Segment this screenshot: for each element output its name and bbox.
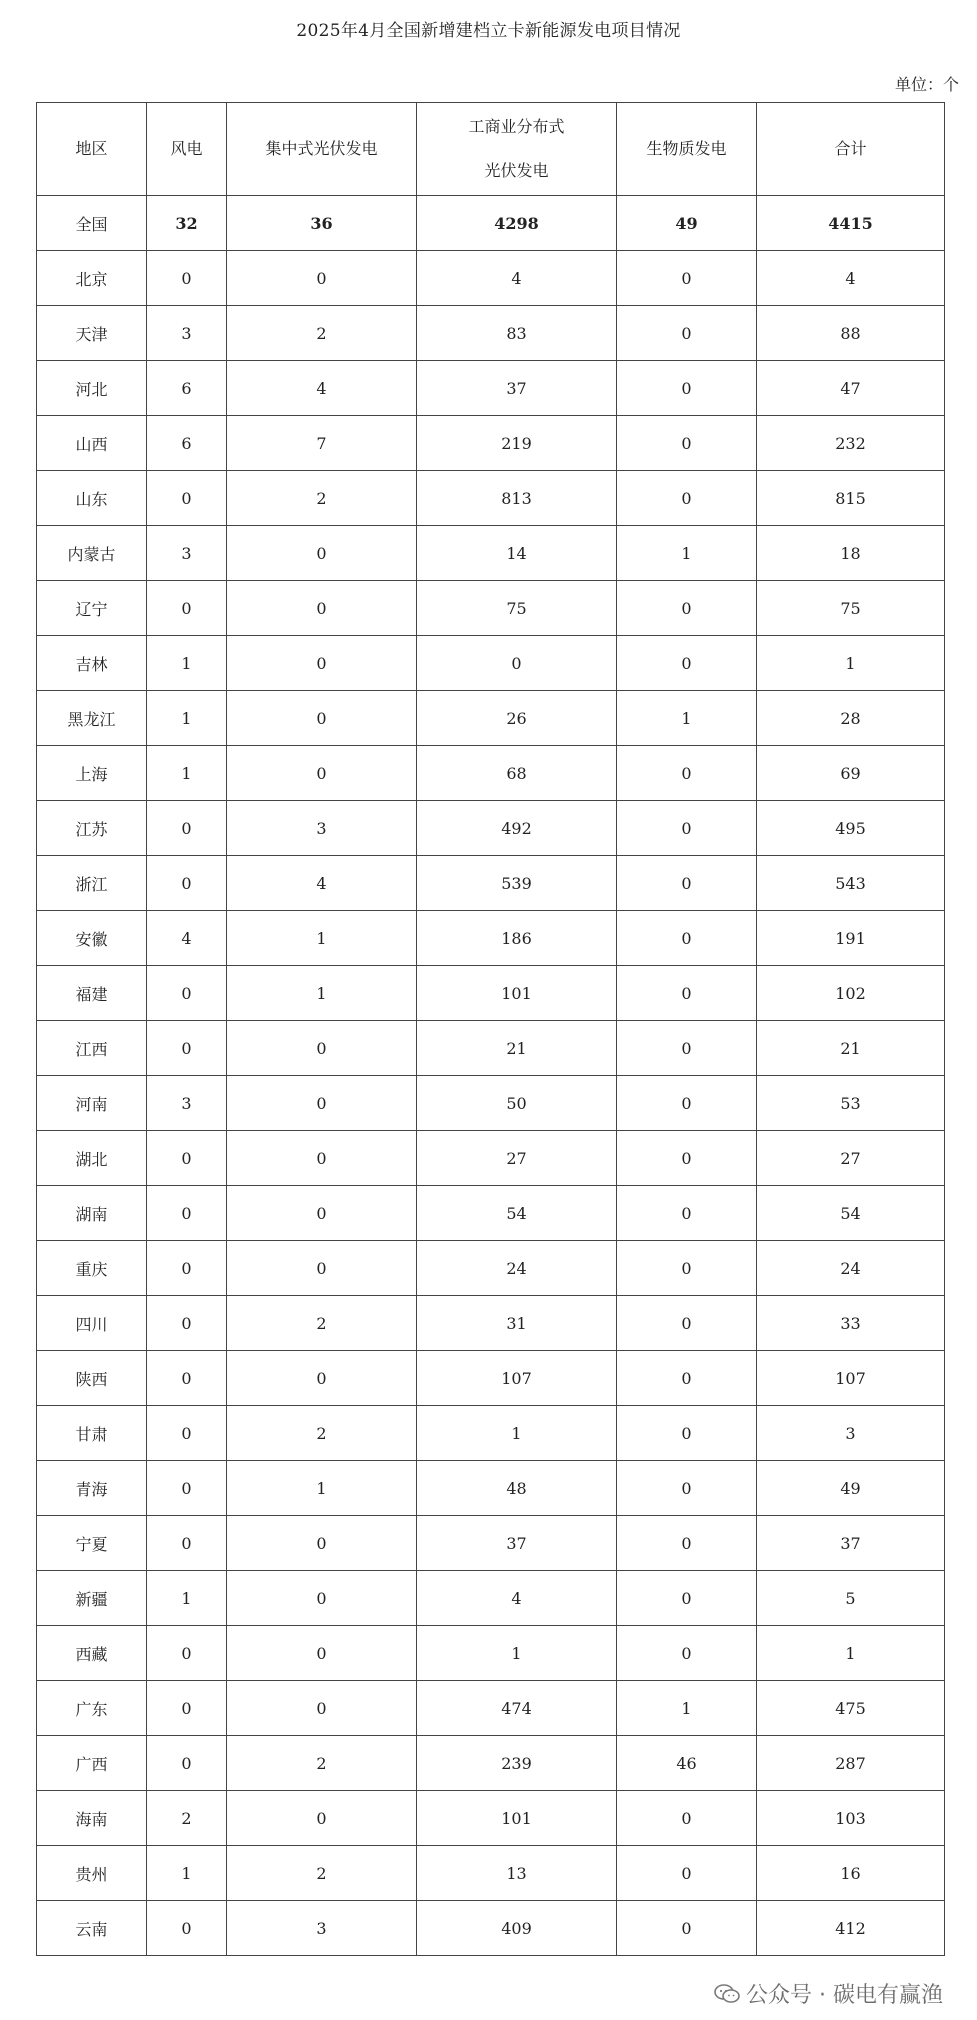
cell-region: 辽宁	[37, 581, 147, 636]
cell-wind: 0	[147, 1021, 227, 1076]
cell-region: 福建	[37, 966, 147, 1021]
cell-biomass: 0	[617, 1296, 757, 1351]
cell-central-pv: 2	[227, 1736, 417, 1791]
cell-biomass: 0	[617, 1846, 757, 1901]
cell-wind: 6	[147, 416, 227, 471]
cell-biomass: 0	[617, 471, 757, 526]
cell-biomass: 0	[617, 1241, 757, 1296]
cell-wind: 0	[147, 1406, 227, 1461]
cell-distributed-pv: 27	[417, 1131, 617, 1186]
cell-distributed-pv: 37	[417, 1516, 617, 1571]
cell-central-pv: 0	[227, 746, 417, 801]
cell-central-pv: 36	[227, 196, 417, 251]
table-row	[37, 1186, 945, 1241]
cell-biomass: 1	[617, 691, 757, 746]
table-row	[37, 306, 945, 361]
cell-wind: 1	[147, 1571, 227, 1626]
cell-total: 412	[757, 1901, 945, 1956]
cell-biomass: 0	[617, 581, 757, 636]
cell-total: 75	[757, 581, 945, 636]
cell-central-pv: 0	[227, 1791, 417, 1846]
cell-central-pv: 0	[227, 526, 417, 581]
data-table	[36, 102, 945, 1956]
cell-total: 21	[757, 1021, 945, 1076]
cell-biomass: 0	[617, 636, 757, 691]
cell-region: 安徽	[37, 911, 147, 966]
cell-central-pv: 0	[227, 636, 417, 691]
cell-central-pv: 0	[227, 1076, 417, 1131]
cell-wind: 3	[147, 306, 227, 361]
cell-distributed-pv: 48	[417, 1461, 617, 1516]
table-row	[37, 691, 945, 746]
cell-biomass: 0	[617, 416, 757, 471]
table-row	[37, 1791, 945, 1846]
cell-wind: 0	[147, 1131, 227, 1186]
table-row	[37, 581, 945, 636]
cell-wind: 3	[147, 1076, 227, 1131]
cell-total: 191	[757, 911, 945, 966]
cell-total: 815	[757, 471, 945, 526]
cell-biomass: 0	[617, 1626, 757, 1681]
cell-central-pv: 3	[227, 801, 417, 856]
cell-total: 4	[757, 251, 945, 306]
cell-central-pv: 0	[227, 1681, 417, 1736]
table-row	[37, 416, 945, 471]
cell-region: 西藏	[37, 1626, 147, 1681]
wechat-icon	[714, 1984, 740, 2004]
cell-total: 103	[757, 1791, 945, 1846]
table-row	[37, 1736, 945, 1791]
cell-central-pv: 2	[227, 1296, 417, 1351]
cell-central-pv: 2	[227, 471, 417, 526]
cell-total: 49	[757, 1461, 945, 1516]
cell-total: 33	[757, 1296, 945, 1351]
cell-total: 543	[757, 856, 945, 911]
cell-wind: 1	[147, 1846, 227, 1901]
cell-biomass: 46	[617, 1736, 757, 1791]
table-body	[37, 196, 945, 1956]
cell-central-pv: 1	[227, 1461, 417, 1516]
cell-distributed-pv: 37	[417, 361, 617, 416]
cell-biomass: 0	[617, 1461, 757, 1516]
cell-distributed-pv: 1	[417, 1406, 617, 1461]
cell-total: 1	[757, 636, 945, 691]
cell-distributed-pv: 13	[417, 1846, 617, 1901]
cell-region: 北京	[37, 251, 147, 306]
cell-region: 河南	[37, 1076, 147, 1131]
cell-region: 浙江	[37, 856, 147, 911]
cell-region: 上海	[37, 746, 147, 801]
cell-region: 黑龙江	[37, 691, 147, 746]
cell-distributed-pv: 409	[417, 1901, 617, 1956]
table-row	[37, 966, 945, 1021]
cell-wind: 0	[147, 1736, 227, 1791]
cell-biomass: 0	[617, 1791, 757, 1846]
cell-wind: 0	[147, 1626, 227, 1681]
cell-distributed-pv: 26	[417, 691, 617, 746]
header-distributed-pv-line1: 工商业分布式	[468, 117, 565, 136]
cell-total: 4415	[757, 196, 945, 251]
cell-total: 1	[757, 1626, 945, 1681]
cell-total: 475	[757, 1681, 945, 1736]
cell-biomass: 0	[617, 251, 757, 306]
cell-biomass: 1	[617, 1681, 757, 1736]
cell-wind: 4	[147, 911, 227, 966]
cell-distributed-pv: 21	[417, 1021, 617, 1076]
table-row	[37, 856, 945, 911]
cell-biomass: 0	[617, 911, 757, 966]
table-row	[37, 1076, 945, 1131]
cell-region: 广西	[37, 1736, 147, 1791]
cell-biomass: 0	[617, 1186, 757, 1241]
header-row	[37, 103, 945, 196]
cell-region: 贵州	[37, 1846, 147, 1901]
cell-total: 3	[757, 1406, 945, 1461]
cell-distributed-pv: 492	[417, 801, 617, 856]
cell-biomass: 0	[617, 801, 757, 856]
cell-total: 107	[757, 1351, 945, 1406]
cell-biomass: 0	[617, 1131, 757, 1186]
header-distributed-pv-line2: 光伏发电	[484, 161, 549, 180]
table-row	[37, 1406, 945, 1461]
cell-distributed-pv: 83	[417, 306, 617, 361]
cell-biomass: 1	[617, 526, 757, 581]
cell-distributed-pv: 50	[417, 1076, 617, 1131]
cell-wind: 0	[147, 1186, 227, 1241]
cell-wind: 0	[147, 801, 227, 856]
table-row	[37, 471, 945, 526]
cell-wind: 0	[147, 1351, 227, 1406]
cell-region: 湖南	[37, 1186, 147, 1241]
unit-label: 单位：个	[894, 75, 959, 94]
cell-distributed-pv: 101	[417, 966, 617, 1021]
cell-central-pv: 2	[227, 306, 417, 361]
watermark-text: 公众号 · 碳电有赢渔	[746, 1983, 943, 2008]
cell-region: 天津	[37, 306, 147, 361]
cell-central-pv: 0	[227, 251, 417, 306]
table-row	[37, 1846, 945, 1901]
cell-central-pv: 2	[227, 1846, 417, 1901]
cell-region: 山西	[37, 416, 147, 471]
cell-central-pv: 2	[227, 1406, 417, 1461]
cell-wind: 2	[147, 1791, 227, 1846]
cell-biomass: 0	[617, 1076, 757, 1131]
table-row	[37, 1516, 945, 1571]
cell-central-pv: 1	[227, 966, 417, 1021]
table-row	[37, 1461, 945, 1516]
cell-central-pv: 0	[227, 691, 417, 746]
cell-central-pv: 7	[227, 416, 417, 471]
cell-central-pv: 0	[227, 1571, 417, 1626]
cell-distributed-pv: 24	[417, 1241, 617, 1296]
cell-central-pv: 1	[227, 911, 417, 966]
cell-distributed-pv: 0	[417, 636, 617, 691]
cell-wind: 0	[147, 1461, 227, 1516]
cell-central-pv: 4	[227, 361, 417, 416]
cell-region: 海南	[37, 1791, 147, 1846]
table-row	[37, 1571, 945, 1626]
cell-central-pv: 4	[227, 856, 417, 911]
cell-total: 88	[757, 306, 945, 361]
cell-wind: 1	[147, 636, 227, 691]
cell-wind: 0	[147, 966, 227, 1021]
header-region: 地区	[37, 103, 147, 196]
cell-wind: 0	[147, 251, 227, 306]
cell-total: 5	[757, 1571, 945, 1626]
cell-total: 69	[757, 746, 945, 801]
cell-biomass: 0	[617, 1021, 757, 1076]
cell-biomass: 0	[617, 1406, 757, 1461]
cell-biomass: 0	[617, 306, 757, 361]
cell-total: 232	[757, 416, 945, 471]
table-row	[37, 911, 945, 966]
cell-central-pv: 0	[227, 1186, 417, 1241]
cell-wind: 3	[147, 526, 227, 581]
cell-region: 宁夏	[37, 1516, 147, 1571]
cell-central-pv: 0	[227, 581, 417, 636]
cell-total: 24	[757, 1241, 945, 1296]
table-row	[37, 1626, 945, 1681]
cell-region: 江西	[37, 1021, 147, 1076]
cell-total: 102	[757, 966, 945, 1021]
cell-central-pv: 0	[227, 1131, 417, 1186]
table-row	[37, 1241, 945, 1296]
cell-biomass: 0	[617, 1571, 757, 1626]
table-row	[37, 361, 945, 416]
cell-distributed-pv: 68	[417, 746, 617, 801]
cell-distributed-pv: 1	[417, 1626, 617, 1681]
cell-region: 陕西	[37, 1351, 147, 1406]
cell-central-pv: 0	[227, 1516, 417, 1571]
cell-central-pv: 0	[227, 1241, 417, 1296]
table-row	[37, 1351, 945, 1406]
cell-biomass: 0	[617, 361, 757, 416]
table-row	[37, 1901, 945, 1956]
cell-distributed-pv: 539	[417, 856, 617, 911]
cell-total: 495	[757, 801, 945, 856]
cell-wind: 1	[147, 691, 227, 746]
cell-region: 新疆	[37, 1571, 147, 1626]
table-row	[37, 1131, 945, 1186]
cell-central-pv: 3	[227, 1901, 417, 1956]
cell-total: 53	[757, 1076, 945, 1131]
header-biomass: 生物质发电	[617, 103, 757, 196]
cell-region: 山东	[37, 471, 147, 526]
cell-distributed-pv: 107	[417, 1351, 617, 1406]
cell-biomass: 0	[617, 1351, 757, 1406]
cell-region: 全国	[37, 196, 147, 251]
table-row	[37, 746, 945, 801]
national-total-row	[37, 196, 945, 251]
cell-central-pv: 0	[227, 1626, 417, 1681]
cell-total: 287	[757, 1736, 945, 1791]
cell-biomass: 0	[617, 1901, 757, 1956]
cell-total: 37	[757, 1516, 945, 1571]
cell-wind: 32	[147, 196, 227, 251]
cell-distributed-pv: 31	[417, 1296, 617, 1351]
cell-biomass: 49	[617, 196, 757, 251]
table-row	[37, 251, 945, 306]
cell-distributed-pv: 219	[417, 416, 617, 471]
cell-central-pv: 0	[227, 1351, 417, 1406]
cell-wind: 0	[147, 1901, 227, 1956]
cell-biomass: 0	[617, 966, 757, 1021]
cell-region: 青海	[37, 1461, 147, 1516]
cell-wind: 0	[147, 1296, 227, 1351]
header-total: 合计	[757, 103, 945, 196]
cell-region: 四川	[37, 1296, 147, 1351]
table-row	[37, 636, 945, 691]
cell-distributed-pv: 186	[417, 911, 617, 966]
table-row	[37, 801, 945, 856]
cell-distributed-pv: 474	[417, 1681, 617, 1736]
cell-wind: 0	[147, 856, 227, 911]
header-distributed-pv	[417, 103, 617, 196]
cell-distributed-pv: 4	[417, 251, 617, 306]
cell-biomass: 0	[617, 1516, 757, 1571]
table-row	[37, 1296, 945, 1351]
cell-region: 甘肃	[37, 1406, 147, 1461]
cell-biomass: 0	[617, 746, 757, 801]
cell-region: 内蒙古	[37, 526, 147, 581]
cell-region: 河北	[37, 361, 147, 416]
cell-region: 吉林	[37, 636, 147, 691]
cell-total: 16	[757, 1846, 945, 1901]
cell-distributed-pv: 239	[417, 1736, 617, 1791]
cell-wind: 0	[147, 581, 227, 636]
cell-central-pv: 0	[227, 1021, 417, 1076]
cell-total: 28	[757, 691, 945, 746]
header-wind: 风电	[147, 103, 227, 196]
cell-wind: 0	[147, 471, 227, 526]
cell-distributed-pv: 54	[417, 1186, 617, 1241]
cell-total: 18	[757, 526, 945, 581]
header-central-pv: 集中式光伏发电	[227, 103, 417, 196]
cell-total: 27	[757, 1131, 945, 1186]
cell-region: 重庆	[37, 1241, 147, 1296]
cell-wind: 0	[147, 1516, 227, 1571]
cell-wind: 0	[147, 1681, 227, 1736]
cell-distributed-pv: 101	[417, 1791, 617, 1846]
table-row	[37, 526, 945, 581]
cell-distributed-pv: 75	[417, 581, 617, 636]
cell-distributed-pv: 14	[417, 526, 617, 581]
cell-wind: 0	[147, 1241, 227, 1296]
cell-region: 云南	[37, 1901, 147, 1956]
cell-distributed-pv: 4298	[417, 196, 617, 251]
cell-wind: 1	[147, 746, 227, 801]
table-row	[37, 1681, 945, 1736]
cell-distributed-pv: 813	[417, 471, 617, 526]
cell-distributed-pv: 4	[417, 1571, 617, 1626]
cell-total: 47	[757, 361, 945, 416]
watermark	[714, 1978, 943, 2009]
cell-region: 湖北	[37, 1131, 147, 1186]
cell-wind: 6	[147, 361, 227, 416]
cell-region: 广东	[37, 1681, 147, 1736]
page-title: 2025年4月全国新增建档立卡新能源发电项目情况	[296, 21, 681, 41]
cell-total: 54	[757, 1186, 945, 1241]
table-row	[37, 1021, 945, 1076]
cell-biomass: 0	[617, 856, 757, 911]
cell-region: 江苏	[37, 801, 147, 856]
